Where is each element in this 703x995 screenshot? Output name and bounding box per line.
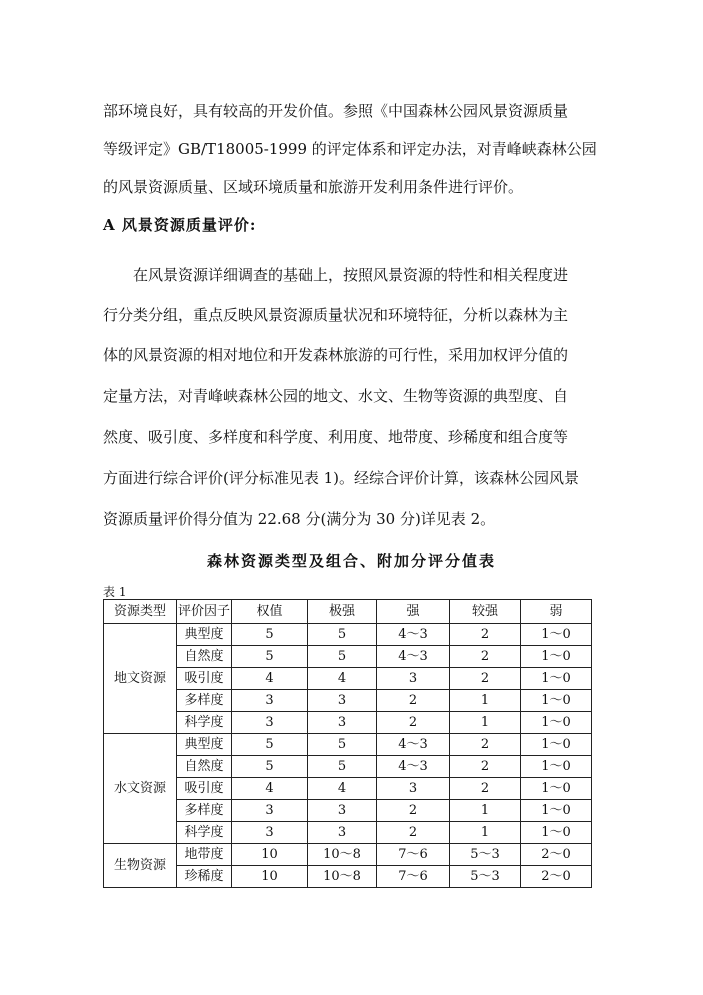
score-cell: 4～3 bbox=[377, 646, 450, 668]
table-body bbox=[104, 624, 592, 888]
factor-cell: 吸引度 bbox=[177, 778, 232, 800]
score-cell: 5 bbox=[308, 646, 377, 668]
score-cell: 3 bbox=[308, 800, 377, 822]
paragraph-line: 然度、吸引度、多样度和科学度、利用度、地带度、珍稀度和组合度等 bbox=[103, 428, 569, 446]
score-cell: 3 bbox=[308, 822, 377, 844]
header-cell: 极强 bbox=[308, 600, 377, 624]
score-cell: 2～0 bbox=[521, 866, 592, 888]
factor-cell: 科学度 bbox=[177, 822, 232, 844]
score-cell: 10 bbox=[232, 844, 308, 866]
score-cell: 7～6 bbox=[377, 844, 450, 866]
score-cell: 1～0 bbox=[521, 624, 592, 646]
score-cell: 3 bbox=[232, 690, 308, 712]
factor-cell: 珍稀度 bbox=[177, 866, 232, 888]
resource-type-cell: 水文资源 bbox=[104, 734, 177, 844]
score-cell: 3 bbox=[308, 712, 377, 734]
score-cell: 4 bbox=[308, 778, 377, 800]
table-row bbox=[104, 756, 592, 778]
score-cell: 1～0 bbox=[521, 734, 592, 756]
score-cell: 3 bbox=[377, 778, 450, 800]
header-cell: 弱 bbox=[521, 600, 592, 624]
factor-cell: 多样度 bbox=[177, 800, 232, 822]
score-cell: 2 bbox=[377, 822, 450, 844]
header-cell: 强 bbox=[377, 600, 450, 624]
table-label: 表 1 bbox=[103, 585, 127, 599]
score-cell: 3 bbox=[232, 800, 308, 822]
score-cell: 5 bbox=[232, 734, 308, 756]
score-cell: 1～0 bbox=[521, 668, 592, 690]
section-heading: A 风景资源质量评价: bbox=[103, 216, 257, 234]
paragraph-line: 方面进行综合评价(评分标准见表 1)。经综合评价计算，该森林公园风景 bbox=[103, 469, 580, 487]
table-header-row bbox=[104, 600, 592, 624]
score-cell: 7～6 bbox=[377, 866, 450, 888]
score-cell: 2 bbox=[450, 646, 521, 668]
score-cell: 1～0 bbox=[521, 778, 592, 800]
score-cell: 4 bbox=[232, 668, 308, 690]
score-cell: 1～0 bbox=[521, 756, 592, 778]
score-cell: 5～3 bbox=[450, 844, 521, 866]
score-cell: 5～3 bbox=[450, 866, 521, 888]
header-cell: 资源类型 bbox=[104, 600, 177, 624]
score-cell: 1～0 bbox=[521, 646, 592, 668]
scoring-table bbox=[103, 599, 592, 888]
score-cell: 4～3 bbox=[377, 734, 450, 756]
paragraph-line: 资源质量评价得分值为 22.68 分(满分为 30 分)详见表 2。 bbox=[103, 510, 496, 528]
score-cell: 1 bbox=[450, 822, 521, 844]
factor-cell: 典型度 bbox=[177, 624, 232, 646]
score-cell: 10～8 bbox=[308, 866, 377, 888]
score-cell: 5 bbox=[308, 734, 377, 756]
score-cell: 2 bbox=[450, 778, 521, 800]
score-cell: 2 bbox=[450, 756, 521, 778]
score-cell: 4～3 bbox=[377, 756, 450, 778]
table-row bbox=[104, 844, 592, 866]
paragraph-line: 在风景资源详细调查的基础上，按照风景资源的特性和相关程度进 bbox=[103, 266, 569, 284]
score-cell: 3 bbox=[232, 712, 308, 734]
table-row bbox=[104, 734, 592, 756]
score-cell: 1 bbox=[450, 712, 521, 734]
factor-cell: 多样度 bbox=[177, 690, 232, 712]
resource-type-cell: 生物资源 bbox=[104, 844, 177, 888]
text-line: 部环境良好，具有较高的开发价值。参照《中国森林公园风景资源质量 bbox=[103, 102, 569, 120]
table-caption: 森林资源类型及组合、附加分评分值表 bbox=[206, 552, 496, 570]
score-cell: 5 bbox=[308, 756, 377, 778]
factor-cell: 自然度 bbox=[177, 646, 232, 668]
score-cell: 2 bbox=[377, 690, 450, 712]
paragraph-line: 行分类分组，重点反映风景资源质量状况和环境特征，分析以森林为主 bbox=[103, 306, 569, 324]
score-cell: 3 bbox=[232, 822, 308, 844]
score-cell: 2 bbox=[450, 624, 521, 646]
table-row bbox=[104, 778, 592, 800]
table-row bbox=[104, 822, 592, 844]
score-cell: 2 bbox=[450, 668, 521, 690]
score-cell: 10～8 bbox=[308, 844, 377, 866]
score-cell: 4～3 bbox=[377, 624, 450, 646]
score-cell: 5 bbox=[232, 756, 308, 778]
score-cell: 1 bbox=[450, 690, 521, 712]
table-row bbox=[104, 866, 592, 888]
table-row bbox=[104, 800, 592, 822]
factor-cell: 自然度 bbox=[177, 756, 232, 778]
score-cell: 1～0 bbox=[521, 712, 592, 734]
score-cell: 5 bbox=[232, 624, 308, 646]
text-line: 等级评定》GB/T18005-1999 的评定体系和评定办法，对青峰峡森林公园 bbox=[103, 140, 597, 158]
factor-cell: 吸引度 bbox=[177, 668, 232, 690]
score-cell: 1～0 bbox=[521, 800, 592, 822]
score-cell: 1～0 bbox=[521, 822, 592, 844]
score-cell: 5 bbox=[232, 646, 308, 668]
table-row bbox=[104, 668, 592, 690]
table-row bbox=[104, 646, 592, 668]
score-cell: 1 bbox=[450, 800, 521, 822]
paragraph-line: 定量方法，对青峰峡森林公园的地文、水文、生物等资源的典型度、自 bbox=[103, 387, 569, 405]
score-cell: 4 bbox=[232, 778, 308, 800]
factor-cell: 典型度 bbox=[177, 734, 232, 756]
paragraph-line: 体的风景资源的相对地位和开发森林旅游的可行性，采用加权评分值的 bbox=[103, 346, 569, 364]
score-cell: 2 bbox=[450, 734, 521, 756]
score-cell: 2 bbox=[377, 712, 450, 734]
score-cell: 3 bbox=[308, 690, 377, 712]
score-cell: 10 bbox=[232, 866, 308, 888]
factor-cell: 地带度 bbox=[177, 844, 232, 866]
table-row bbox=[104, 690, 592, 712]
header-cell: 评价因子 bbox=[177, 600, 232, 624]
header-cell: 较强 bbox=[450, 600, 521, 624]
score-cell: 5 bbox=[308, 624, 377, 646]
score-cell: 4 bbox=[308, 668, 377, 690]
score-cell: 2 bbox=[377, 800, 450, 822]
score-cell: 3 bbox=[377, 668, 450, 690]
score-cell: 1～0 bbox=[521, 690, 592, 712]
score-cell: 2～0 bbox=[521, 844, 592, 866]
factor-cell: 科学度 bbox=[177, 712, 232, 734]
resource-type-cell: 地文资源 bbox=[104, 624, 177, 734]
table-row bbox=[104, 712, 592, 734]
text-line: 的风景资源质量、区域环境质量和旅游开发利用条件进行评价。 bbox=[103, 178, 524, 196]
table-row bbox=[104, 624, 592, 646]
header-cell: 权值 bbox=[232, 600, 308, 624]
